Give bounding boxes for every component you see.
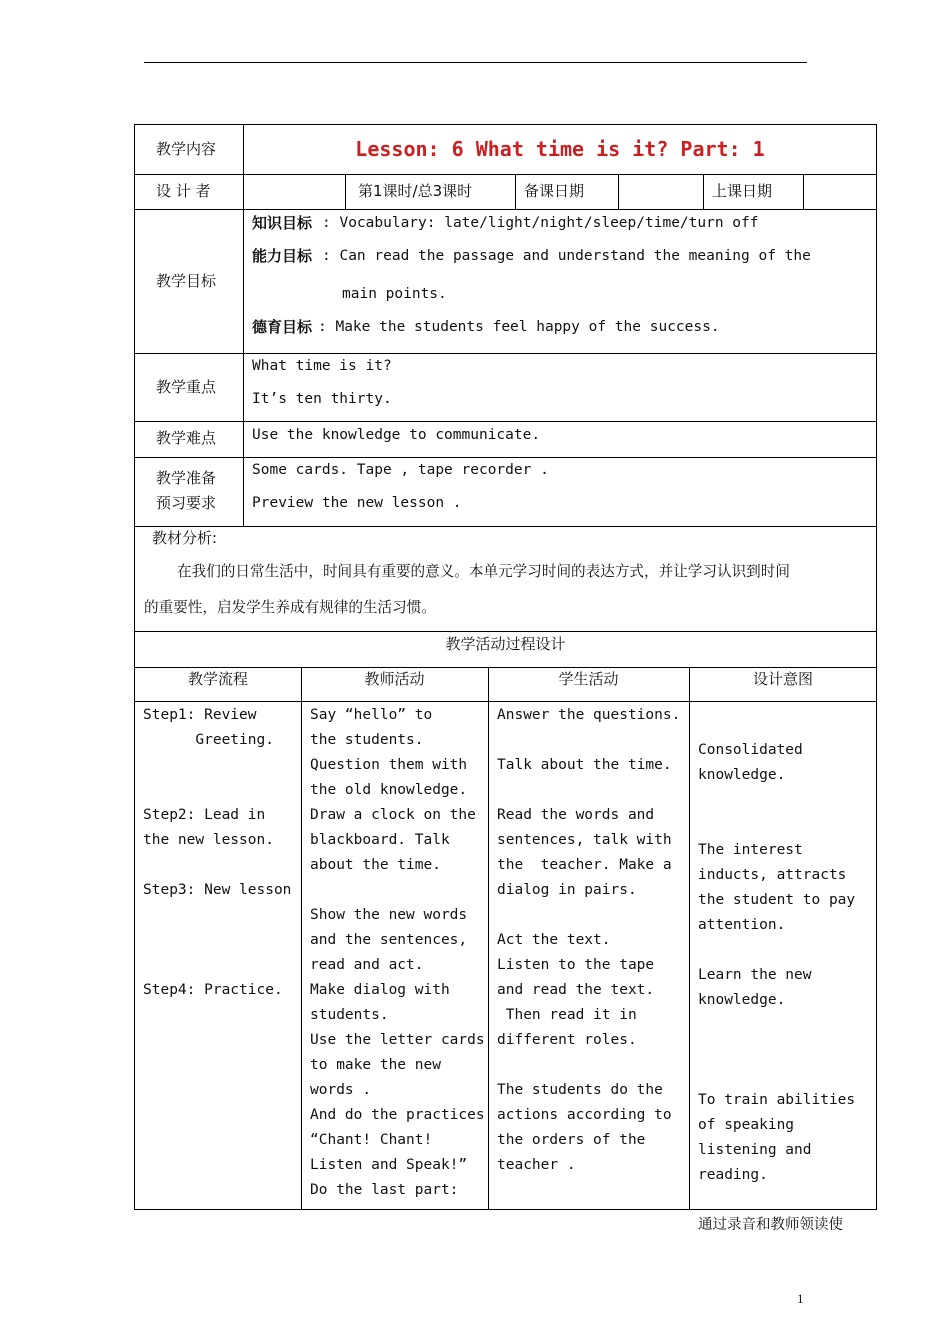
- designer-label: 设 计 者: [156, 182, 211, 200]
- col-divider: [703, 174, 704, 209]
- row-divider: [135, 631, 876, 632]
- process-section-title: 教学活动过程设计: [445, 635, 566, 653]
- column-header-flow: 教学流程: [187, 670, 248, 688]
- difficulties-text: Use the knowledge to communicate.: [252, 427, 541, 443]
- analysis-text-line1: 在我们的日常生活中，时间具有重要的意义。本单元学习时间的表达方式，并让学习认识到时间: [177, 563, 790, 580]
- student-activities: Answer the questions. Talk about the time. Read the words and sentences, talk with the teacher. Make a dialog in pairs. Act the text. Listen to the tape and read the text. Then read it in different roles. The students do the actions according to the orders of the teacher .: [497, 707, 681, 1173]
- row-divider: [135, 701, 876, 702]
- moral-objective-text: : Make the students feel happy of the success.: [318, 319, 720, 335]
- class-date-label: 上课日期: [712, 182, 773, 200]
- knowledge-objective-text: : Vocabulary: late/light/night/sleep/time/turn off: [322, 215, 759, 231]
- row-divider: [135, 353, 876, 354]
- col-divider: [345, 174, 346, 209]
- knowledge-objective-label: 知识目标: [252, 214, 313, 232]
- col-divider: [301, 667, 302, 1209]
- column-header-teacher: 教师活动: [364, 670, 425, 688]
- row-divider: [135, 174, 876, 175]
- objectives-label: 教学目标: [156, 272, 217, 290]
- process-steps: Step1: Review Greeting. Step2: Lead in the new lesson. Step3: New lesson Step4: Practice.: [143, 707, 292, 998]
- preview-label: 预习要求: [156, 494, 217, 512]
- column-header-intent: 设计意图: [752, 670, 813, 688]
- preparation-text: Some cards. Tape , tape recorder .: [252, 462, 549, 478]
- moral-objective-label: 德育目标: [252, 318, 313, 336]
- col-divider: [515, 174, 516, 209]
- col-divider: [243, 125, 244, 526]
- row-divider: [135, 667, 876, 668]
- preview-text: Preview the new lesson .: [252, 495, 462, 511]
- design-intent: Consolidated knowledge. The interest inducts, attracts the student to pay attention. Learn the new knowledge. To train abilities of speaking listening and reading. 通过录音和教师领读使: [698, 742, 856, 1233]
- key-points-label: 教学重点: [156, 378, 217, 396]
- prep-date-label: 备课日期: [524, 182, 585, 200]
- page-number: 1: [797, 1291, 804, 1306]
- ability-objective-text: : Can read the passage and understand the meaning of the: [322, 248, 811, 264]
- content-label: 教学内容: [156, 140, 217, 158]
- col-divider: [689, 667, 690, 1209]
- row-divider: [135, 526, 876, 527]
- column-header-student: 学生活动: [558, 670, 619, 688]
- difficulties-label: 教学难点: [156, 429, 217, 447]
- col-divider: [803, 174, 804, 209]
- period-text: 第1课时/总3课时: [358, 182, 473, 200]
- key-point-question: What time is it?: [252, 358, 392, 374]
- preparation-label: 教学准备: [156, 469, 217, 487]
- row-divider: [135, 421, 876, 422]
- key-point-answer: It’s ten thirty.: [252, 391, 392, 407]
- analysis-text-line2: 的重要性，启发学生养成有规律的生活习惯。: [144, 599, 436, 616]
- ability-objective-label: 能力目标: [252, 247, 313, 265]
- analysis-label: 教材分析:: [152, 529, 218, 547]
- ability-objective-text-cont: main points.: [342, 286, 447, 302]
- header-rule: [144, 62, 807, 63]
- row-divider: [135, 457, 876, 458]
- col-divider: [618, 174, 619, 209]
- lesson-title: Lesson: 6 What time is it? Part: 1: [355, 137, 765, 161]
- row-divider: [135, 209, 876, 210]
- col-divider: [488, 667, 489, 1209]
- teacher-activities: Say “hello” to the students. Question them with the old knowledge. Draw a clock on the blackboard. Talk about the time. Show the new words and the sentences, read and act. Make dialog with students. Use the letter cards to make the new words . And do the practices “Chant! Chant! Listen and Speak!” Do the last part:: [310, 707, 485, 1198]
